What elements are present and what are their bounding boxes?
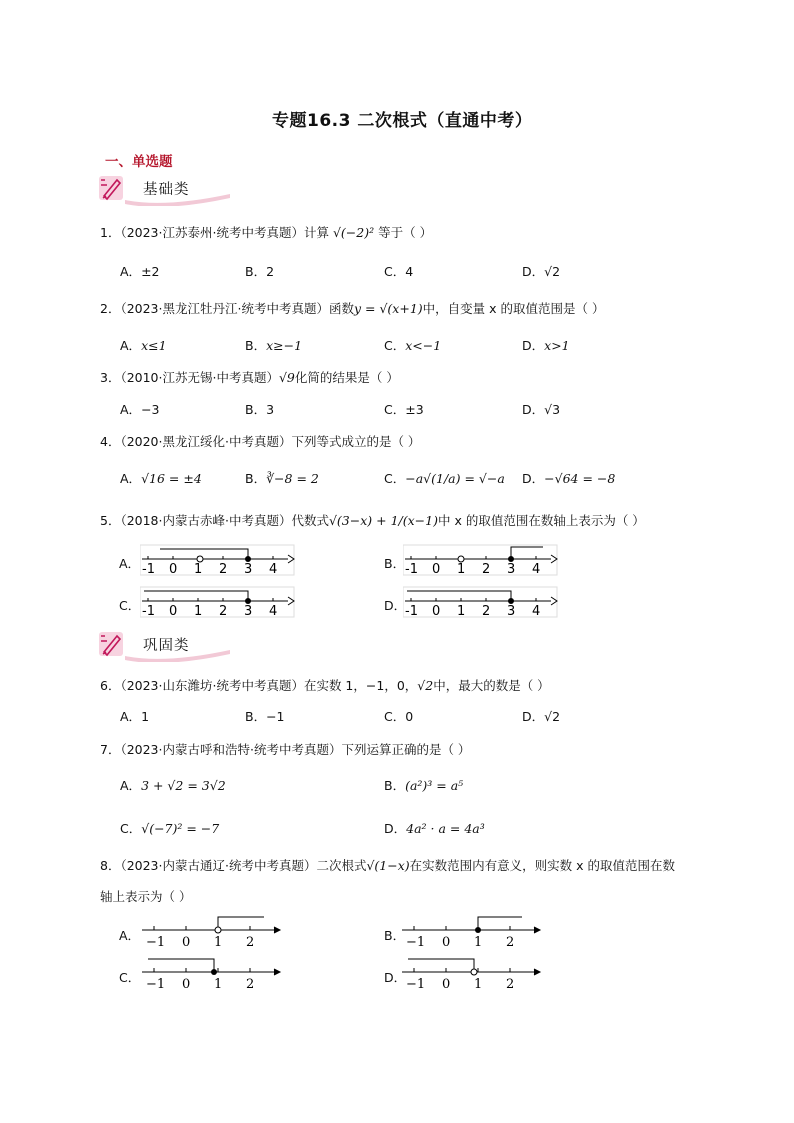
tick-label: 4 xyxy=(269,562,278,577)
tick-label: 1 xyxy=(214,977,223,990)
question-7: 7．（2023·内蒙古呼和浩特·统考中考真题）下列运算正确的是（ ） xyxy=(100,742,471,757)
tick-label: 2 xyxy=(506,977,515,990)
question-3: 3．（2010·江苏无锡·中考真题）√9化简的结果是（ ） xyxy=(100,370,399,385)
tick-label: -1 xyxy=(405,562,418,577)
q1-option-d[interactable]: D．√2 xyxy=(522,264,561,279)
question-8: 8．（2023·内蒙古通辽·统考中考真题）二次根式√(1−x)在实数范围内有意义，则实数 x 的取值范围在数 xyxy=(100,858,676,873)
tick-label: -1 xyxy=(142,562,155,577)
question-4: 4．（2020·黑龙江绥化·中考真题）下列等式成立的是（ ） xyxy=(100,434,421,449)
tick-label: 4 xyxy=(532,562,541,577)
q8-option-b-numberline[interactable] xyxy=(400,912,545,948)
page-title: 专题16.3 二次根式（直通中考） xyxy=(272,111,533,131)
tick-label: −1 xyxy=(146,935,166,948)
q4-option-d[interactable]: D．−√64 = −8 xyxy=(522,471,616,486)
q2-option-d[interactable]: D．x>1 xyxy=(522,338,570,353)
tick-label: 2 xyxy=(506,935,515,948)
q8-option-d-label: D． xyxy=(384,970,407,985)
question-8-line2: 轴上表示为（ ） xyxy=(100,889,192,904)
q8-option-b-label: B． xyxy=(384,928,406,943)
tick-label: 1 xyxy=(457,562,466,577)
q3-option-d[interactable]: D．√3 xyxy=(522,402,561,417)
q2-option-c[interactable]: C．x<−1 xyxy=(384,338,442,353)
tick-label: −1 xyxy=(406,935,426,948)
q8-option-c-numberline[interactable] xyxy=(140,954,285,990)
tick-label: 0 xyxy=(182,977,191,990)
tick-label: 1 xyxy=(194,562,203,577)
tick-label: 0 xyxy=(442,977,451,990)
question-expression: √(−2)² xyxy=(332,225,375,240)
q1-option-c[interactable]: C．4 xyxy=(384,264,414,279)
tick-label: -1 xyxy=(142,604,155,619)
question-expression: y = √(x+1) xyxy=(353,301,423,316)
category-banner-consolidate xyxy=(95,628,235,662)
tick-label: 1 xyxy=(194,604,203,619)
q6-option-c[interactable]: C．0 xyxy=(384,709,414,724)
q2-option-b[interactable]: B．x≥−1 xyxy=(245,338,303,353)
section-heading: 一、单选题 xyxy=(105,154,173,170)
q2-option-a[interactable]: A．x≤1 xyxy=(120,338,167,353)
tick-label: 0 xyxy=(169,604,178,619)
tick-label: 0 xyxy=(432,562,441,577)
q4-option-a[interactable]: A．√16 = ±4 xyxy=(120,471,202,486)
question-6: 6．（2023·山东潍坊·统考中考真题）在实数 1，−1，0，√2中，最大的数是（ ） xyxy=(100,678,550,693)
tick-label: 2 xyxy=(219,604,228,619)
q1-option-b[interactable]: B．2 xyxy=(245,264,275,279)
tick-label: -1 xyxy=(405,604,418,619)
q5-option-a-numberline[interactable] xyxy=(140,543,295,577)
tick-label: 1 xyxy=(474,977,483,990)
question-source: （2023·江苏泰州·统考中考真题）计算 xyxy=(120,225,329,240)
q8-option-a-label: A． xyxy=(119,928,141,943)
tick-label: 3 xyxy=(244,604,253,619)
tick-label: 2 xyxy=(246,977,255,990)
q5-option-b-label: B． xyxy=(384,556,406,571)
q4-option-b[interactable]: B．∛−8 = 2 xyxy=(245,471,319,486)
tick-label: 2 xyxy=(482,562,491,577)
tick-label: 1 xyxy=(474,935,483,948)
q5-option-d-numberline[interactable] xyxy=(403,585,558,619)
q7-option-c[interactable]: C．√(−7)² = −7 xyxy=(120,821,220,836)
tick-label: 2 xyxy=(482,604,491,619)
q6-option-b[interactable]: B．−1 xyxy=(245,709,285,724)
q3-option-a[interactable]: A．−3 xyxy=(120,402,160,417)
tick-label: 0 xyxy=(182,935,191,948)
tick-label: 2 xyxy=(246,935,255,948)
question-5: 5．（2018·内蒙古赤峰·中考真题）代数式√(3−x) + 1/(x−1)中 x 的取值范围在数轴上表示为（ ） xyxy=(100,513,645,528)
tick-label: 0 xyxy=(169,562,178,577)
q8-option-c-label: C． xyxy=(119,970,141,985)
question-1 xyxy=(100,223,432,241)
tick-label: −1 xyxy=(146,977,166,990)
question-2: 2．（2023·黑龙江牡丹江·统考中考真题）函数y = √(x+1)中，自变量 x 的取值范围是（ ） xyxy=(100,301,605,316)
tick-label: −1 xyxy=(406,977,426,990)
q8-option-a-numberline[interactable] xyxy=(140,912,285,948)
question-tail: 等于（ ） xyxy=(378,225,433,240)
q5-option-d-label: D． xyxy=(384,598,407,613)
category-label: 巩固类 xyxy=(143,638,190,654)
q3-option-c[interactable]: C．±3 xyxy=(384,402,424,417)
q7-option-b[interactable]: B．(a²)³ = a⁵ xyxy=(384,778,464,793)
q5-option-c-numberline[interactable] xyxy=(140,585,295,619)
tick-label: 3 xyxy=(507,562,516,577)
q1-option-a[interactable]: A．±2 xyxy=(120,264,160,279)
q5-option-c-label: C． xyxy=(119,598,141,613)
question-number: 1． xyxy=(100,225,121,240)
tick-label: 0 xyxy=(432,604,441,619)
q7-option-d[interactable]: D．4a² · a = 4a³ xyxy=(384,821,485,836)
q5-option-b-numberline[interactable] xyxy=(403,543,558,577)
tick-label: 4 xyxy=(532,604,541,619)
q5-option-a-label: A． xyxy=(119,556,141,571)
tick-label: 4 xyxy=(269,604,278,619)
tick-label: 1 xyxy=(214,935,223,948)
q4-option-c[interactable]: C．−a√(1/a) = √−a xyxy=(384,471,505,486)
tick-label: 1 xyxy=(457,604,466,619)
q8-option-d-numberline[interactable] xyxy=(400,954,545,990)
category-banner-basic xyxy=(95,172,235,206)
q6-option-d[interactable]: D．√2 xyxy=(522,709,561,724)
category-label: 基础类 xyxy=(143,182,190,198)
q6-option-a[interactable]: A．1 xyxy=(120,709,150,724)
q7-option-a[interactable]: A．3 + √2 = 3√2 xyxy=(120,778,226,793)
tick-label: 0 xyxy=(442,935,451,948)
tick-label: 2 xyxy=(219,562,228,577)
tick-label: 3 xyxy=(507,604,516,619)
tick-label: 3 xyxy=(244,562,253,577)
q3-option-b[interactable]: B．3 xyxy=(245,402,275,417)
